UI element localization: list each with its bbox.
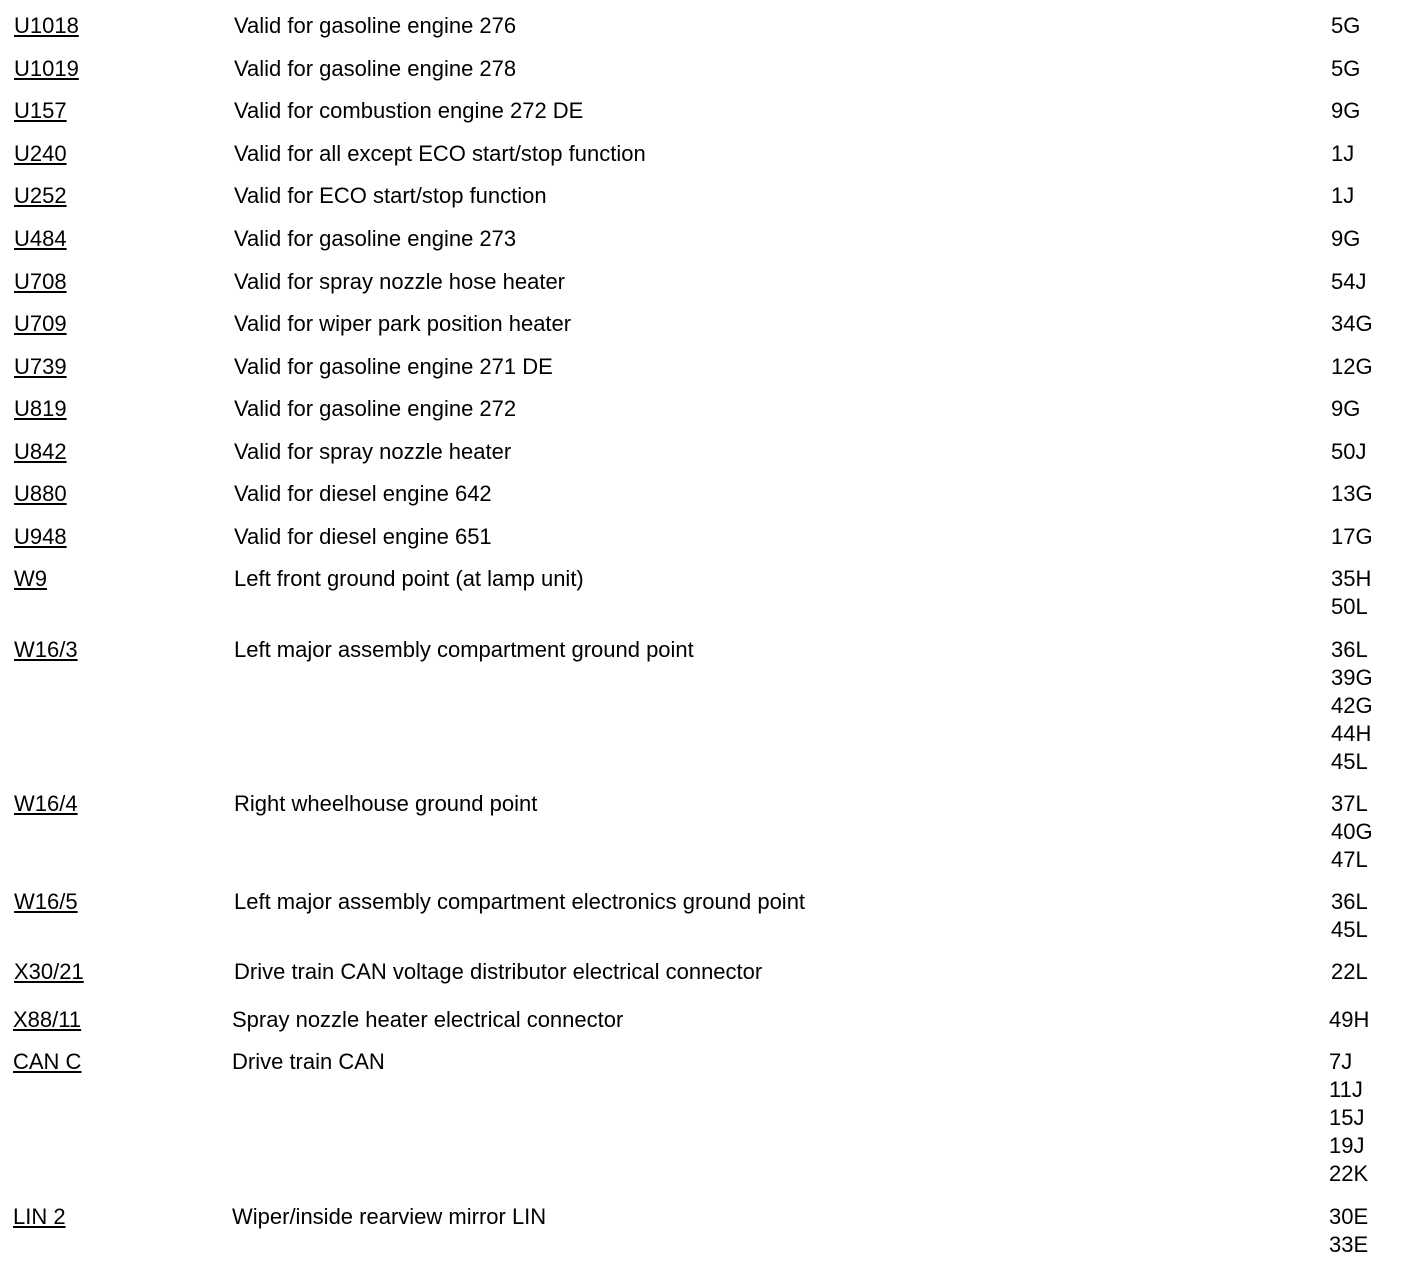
grid-reference: 45L: [1331, 917, 1368, 942]
grid-reference: 42G: [1331, 693, 1373, 718]
grid-reference: 11J: [1329, 1077, 1363, 1102]
grid-reference: 7J: [1329, 1049, 1353, 1074]
grid-reference: 15J: [1329, 1105, 1365, 1130]
grid-reference-list: [1331, 12, 1360, 40]
component-description: Valid for diesel engine 651: [234, 524, 492, 549]
component-description: Valid for gasoline engine 271 DE: [234, 354, 553, 379]
grid-reference: 44H: [1331, 721, 1372, 746]
component-description: Drive train CAN: [232, 1049, 385, 1074]
component-code-link[interactable]: U484: [14, 226, 67, 251]
component-code-link[interactable]: X30/21: [14, 959, 84, 984]
grid-reference: 13G: [1331, 481, 1373, 506]
component-description: Drive train CAN voltage distributor electrical connector: [234, 959, 763, 984]
component-code-link[interactable]: W9: [14, 566, 47, 591]
grid-reference-list: [1331, 395, 1360, 423]
component-code-link[interactable]: W16/5: [14, 889, 78, 914]
grid-reference: 22K: [1329, 1161, 1369, 1186]
component-description: Valid for all except ECO start/stop function: [234, 141, 646, 166]
component-code-link[interactable]: U1018: [14, 13, 79, 38]
grid-reference-list: [1331, 565, 1371, 621]
grid-reference-list: [1329, 1203, 1368, 1259]
grid-reference-list: [1331, 310, 1373, 338]
grid-reference: 49H: [1329, 1007, 1370, 1032]
grid-reference: 45L: [1331, 749, 1368, 774]
grid-reference: 30E: [1329, 1204, 1369, 1229]
grid-reference: 36L: [1331, 637, 1368, 662]
grid-reference-list: [1331, 888, 1368, 944]
grid-reference: 50J: [1331, 439, 1367, 464]
grid-reference: 1J: [1331, 141, 1355, 166]
grid-reference-list: [1331, 182, 1354, 210]
component-code-link[interactable]: U880: [14, 481, 67, 506]
component-description: Valid for spray nozzle heater: [234, 439, 512, 464]
component-description: Left front ground point (at lamp unit): [234, 566, 584, 591]
grid-reference-list: [1331, 268, 1366, 296]
grid-reference: 12G: [1331, 354, 1373, 379]
grid-reference: 1J: [1331, 183, 1355, 208]
grid-reference-list: [1331, 636, 1373, 776]
component-description: Valid for gasoline engine 272: [234, 396, 517, 421]
component-description: Wiper/inside rearview mirror LIN: [232, 1204, 547, 1229]
grid-reference: 34G: [1331, 311, 1373, 336]
component-description: Valid for diesel engine 642: [234, 481, 492, 506]
grid-reference-list: [1331, 480, 1373, 508]
grid-reference: 37L: [1331, 791, 1368, 816]
grid-reference-list: [1331, 55, 1360, 83]
grid-reference-list: [1331, 523, 1373, 551]
grid-reference: 33E: [1329, 1232, 1369, 1257]
component-description: Valid for spray nozzle hose heater: [234, 269, 565, 294]
grid-reference: 9G: [1331, 396, 1361, 421]
component-code-link[interactable]: U709: [14, 311, 67, 336]
grid-reference: 54J: [1331, 269, 1367, 294]
component-code-link[interactable]: U948: [14, 524, 67, 549]
component-code-link[interactable]: LIN 2: [13, 1204, 66, 1229]
grid-reference: 19J: [1329, 1133, 1365, 1158]
grid-reference: 9G: [1331, 98, 1361, 123]
component-code-link[interactable]: CAN C: [13, 1049, 82, 1074]
grid-reference: 35H: [1331, 566, 1372, 591]
grid-reference: 22L: [1331, 959, 1368, 984]
grid-reference-list: [1331, 97, 1360, 125]
grid-reference: 9G: [1331, 226, 1361, 251]
component-code-link[interactable]: W16/4: [14, 791, 78, 816]
component-code-link[interactable]: U842: [14, 439, 67, 464]
component-description: Left major assembly compartment electronics ground point: [234, 889, 806, 914]
component-code-link[interactable]: U157: [14, 98, 67, 123]
component-description: Spray nozzle heater electrical connector: [232, 1007, 624, 1032]
grid-reference-list: [1331, 353, 1373, 381]
component-description: Valid for gasoline engine 276: [234, 13, 517, 38]
grid-reference-list: [1331, 225, 1360, 253]
component-code-link[interactable]: U240: [14, 141, 67, 166]
grid-reference-list: [1331, 140, 1354, 168]
grid-reference-list: [1331, 438, 1366, 466]
grid-reference: 36L: [1331, 889, 1368, 914]
component-description: Valid for gasoline engine 278: [234, 56, 517, 81]
grid-reference: 50L: [1331, 594, 1368, 619]
component-code-link[interactable]: X88/11: [13, 1007, 82, 1032]
grid-reference: 5G: [1331, 13, 1361, 38]
component-description: Valid for combustion engine 272 DE: [234, 98, 584, 123]
grid-reference-list: [1329, 1048, 1368, 1188]
component-code-link[interactable]: W16/3: [14, 637, 78, 662]
grid-reference-list: [1329, 1006, 1369, 1034]
component-code-link[interactable]: U739: [14, 354, 67, 379]
component-code-link[interactable]: U252: [14, 183, 67, 208]
component-description: Valid for gasoline engine 273: [234, 226, 517, 251]
grid-reference: 17G: [1331, 524, 1373, 549]
component-code-link[interactable]: U708: [14, 269, 67, 294]
component-description: Left major assembly compartment ground point: [234, 637, 694, 662]
grid-reference: 5G: [1331, 56, 1361, 81]
grid-reference: 39G: [1331, 665, 1373, 690]
component-description: Valid for ECO start/stop function: [234, 183, 547, 208]
component-code-link[interactable]: U1019: [14, 56, 79, 81]
grid-reference: 40G: [1331, 819, 1373, 844]
grid-reference-list: [1331, 958, 1368, 986]
component-code-link[interactable]: U819: [14, 396, 67, 421]
grid-reference-list: [1331, 790, 1373, 874]
component-description: Valid for wiper park position heater: [234, 311, 572, 336]
component-description: Right wheelhouse ground point: [234, 791, 538, 816]
grid-reference: 47L: [1331, 847, 1368, 872]
